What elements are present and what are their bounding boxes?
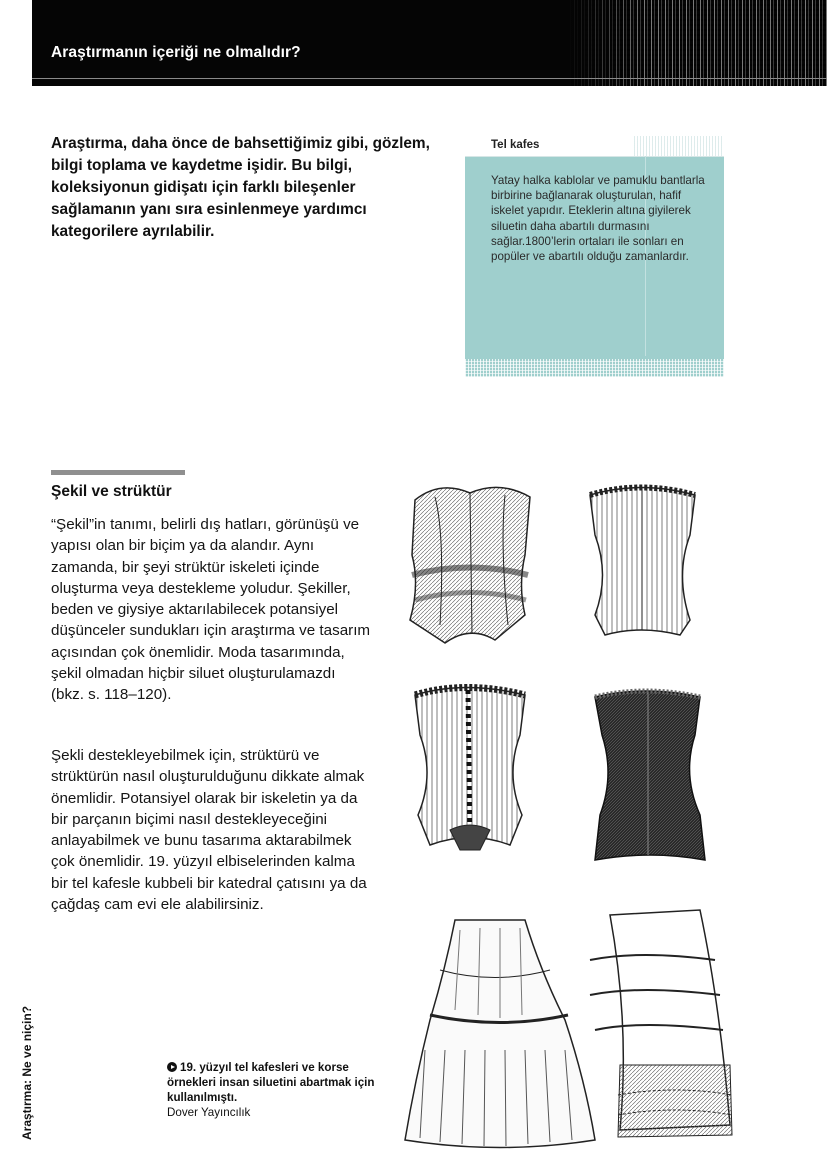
caption-main: 19. yüzyıl tel kafesleri ve korse örnekleri insan siluetini abartmak için kullanılmıştı. <box>167 1061 375 1104</box>
body-paragraph: Şekli destekleyebilmek için, strüktürü ve strüktürün nasıl oluşturulduğunu dikkate almak önemlidir. Potansiyel olarak bir iskeletin ya da bir parçanın biçimi nasıl destekleyeceğini anlayabilmek ve bunu tasarıma aktarabilmek çok önemlidir. 19. yüzyıl elbiselerinden kalma bir tel kafesle kubbeli bir katedral çatısını ya da çağdaş cam evi ele alabilirsiniz. <box>51 747 367 914</box>
corset-illustrations <box>395 470 790 1150</box>
header-rule <box>32 78 827 79</box>
sidebar-text: Yatay halka kablolar ve pamuklu bantlarla birbirine bağlanarak oluşturulan, hafif iskelet yapıdır. Eteklerin altına giyilerek siluetin daha abartılı durmasını sağlar.1800’lerin ortaları ile sonları en popüler ve abartılı olduğu zamanlardır. <box>491 174 705 264</box>
figure-caption <box>167 1060 382 1120</box>
intro-text: Araştırma, daha önce de bahsettiğimiz gibi, gözlem, bilgi toplama ve kaydetme işidir. Bu bilgi, koleksiyonun gidişatı için farklı bileşenler sağlamanın yanı sıra esinlenmeye yardımcı kategorilere ayrılabilir. <box>51 135 430 240</box>
corset-drawing <box>415 688 525 851</box>
sidebar-title: Tel kafes <box>491 139 540 151</box>
sidebar-footer-pattern <box>465 359 724 377</box>
sidebar-box <box>465 136 724 377</box>
caption-arrow-icon <box>167 1062 177 1072</box>
bustle-cage-drawing <box>590 910 732 1137</box>
corset-drawing <box>590 487 695 635</box>
corset-drawing <box>410 487 530 643</box>
corset-illustrations-svg <box>395 470 790 1150</box>
section-rule <box>51 470 185 475</box>
caption-credit: Dover Yayıncılık <box>167 1106 251 1119</box>
header-pattern <box>567 0 827 86</box>
sidebar-header-pattern <box>634 136 724 156</box>
page-header <box>32 0 827 86</box>
corset-drawing <box>595 691 705 860</box>
section-heading: Şekil ve strüktür <box>51 483 172 500</box>
crinoline-drawing <box>405 920 595 1148</box>
sidebar-header <box>465 136 724 157</box>
body-paragraph: “Şekil”in tanımı, belirli dış hatları, görünüşü ve yapısı olan bir biçim ya da alandır. Aynı zamanda, bir şeyi strüktür iskeleti içinde oluşturma veya destekleme yoludur. Şekiller, beden ve giysiye aktarılabilecek potansiyel düşünceler sundukları için araştırma ve tasarım açısından çok önemlidir. Moda tasarımında, şekil olmadan hiçbir siluet oluşturulamazdı (bkz. s. 118–120). <box>51 516 371 704</box>
header-title: Araştırmanın içeriği ne olmalıdır? <box>51 44 301 61</box>
running-head: Araştırma: Ne ve niçin? <box>20 1005 34 1140</box>
